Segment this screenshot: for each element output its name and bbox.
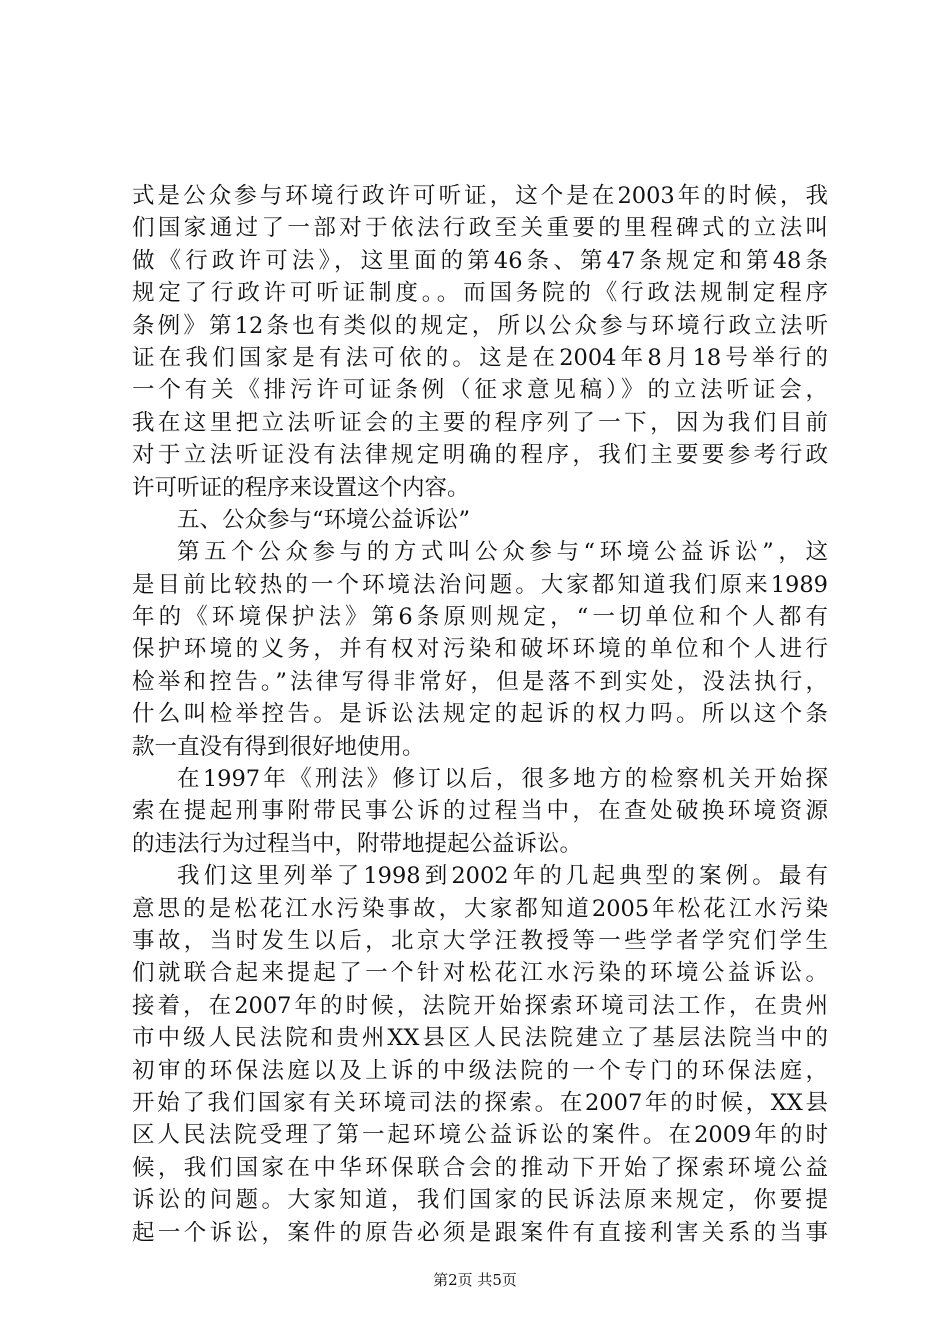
- page-footer: 第2页 共5页: [433, 1271, 517, 1289]
- text-line: 式是公众参与环境行政许可听证，这个是在2003年的时候，我: [132, 183, 828, 209]
- text-line: 年的《环境保护法》第6条原则规定，“一切单位和个人都有: [132, 604, 828, 631]
- text-line: 初审的环保法庭以及上诉的中级法院的一个专门的环保法庭，: [132, 1057, 828, 1084]
- text-line: 什么叫检举控告。是诉讼法规定的起诉的权力吗。所以这个条: [132, 701, 828, 728]
- text-line: 在1997年《刑法》修订以后，很多地方的检察机关开始探: [177, 766, 828, 793]
- text-line: 候，我们国家在中华环保联合会的推动下开始了探索环境公益: [132, 1154, 828, 1181]
- document-body: [132, 180, 828, 1249]
- text-line: 五、公众参与“环境公益诉讼”: [177, 506, 471, 533]
- text-line: 做《行政许可法》，这里面的第46条、第47条规定和第48条: [132, 247, 828, 274]
- text-line: 对于立法听证没有法律规定明确的程序，我们主要要参考行政: [132, 442, 828, 469]
- text-line: 第五个公众参与的方式叫公众参与“环境公益诉讼”，这: [177, 539, 828, 566]
- text-line: 保护环境的义务，并有权对污染和破坏环境的单位和个人进行: [132, 636, 828, 663]
- text-line: 市中级人民法院和贵州XX县区人民法院建立了基层法院当中的: [132, 1025, 828, 1052]
- text-line: 区人民法院受理了第一起环境公益诉讼的案件。在2009年的时: [132, 1122, 828, 1149]
- text-line: 事故，当时发生以后，北京大学汪教授等一些学者学究们学生: [132, 927, 828, 954]
- text-line: 索在提起刑事附带民事公诉的过程当中，在查处破换环境资源: [132, 798, 828, 825]
- text-line: 规定了行政许可听证制度。。而国务院的《行政法规制定程序: [132, 280, 828, 307]
- text-line: 我在这里把立法听证会的主要的程序列了一下，因为我们目前: [132, 409, 828, 436]
- text-line: 我们这里列举了1998到2002年的几起典型的案例。最有: [177, 863, 828, 890]
- text-line: 意思的是松花江水污染事故，大家都知道2005年松花江水污染: [132, 895, 828, 922]
- text-line: 起一个诉讼，案件的原告必须是跟案件有直接利害关系的当事: [132, 1219, 828, 1246]
- text-line: 是目前比较热的一个环境法治问题。大家都知道我们原来1989: [132, 571, 828, 598]
- text-line: 许可听证的程序来设置这个内容。: [132, 474, 470, 501]
- text-line: 款一直没有得到很好地使用。: [132, 733, 425, 760]
- text-line: 们国家通过了一部对于依法行政至关重要的里程碑式的立法叫: [132, 215, 828, 242]
- text-line: 一个有关《排污许可证条例（征求意见稿）》的立法听证会，: [132, 377, 828, 404]
- text-line: 检举和控告。”法律写得非常好，但是落不到实处，没法执行，: [132, 668, 828, 695]
- text-line: 开始了我们国家有关环境司法的探索。在2007年的时候，XX县: [132, 1089, 828, 1116]
- text-line: 证在我们国家是有法可依的。这是在2004年8月18号举行的: [132, 344, 828, 371]
- text-line: 的违法行为过程当中，附带地提起公益诉讼。: [132, 830, 583, 857]
- text-line: 诉讼的问题。大家知道，我们国家的民诉法原来规定，你要提: [132, 1187, 828, 1214]
- text-line: 们就联合起来提起了一个针对松花江水污染的环境公益诉讼。: [132, 960, 828, 987]
- text-line: 条例》第12条也有类似的规定，所以公众参与环境行政立法听: [132, 312, 828, 339]
- text-line: 接着，在2007年的时候，法院开始探索环境司法工作，在贵州: [132, 992, 828, 1019]
